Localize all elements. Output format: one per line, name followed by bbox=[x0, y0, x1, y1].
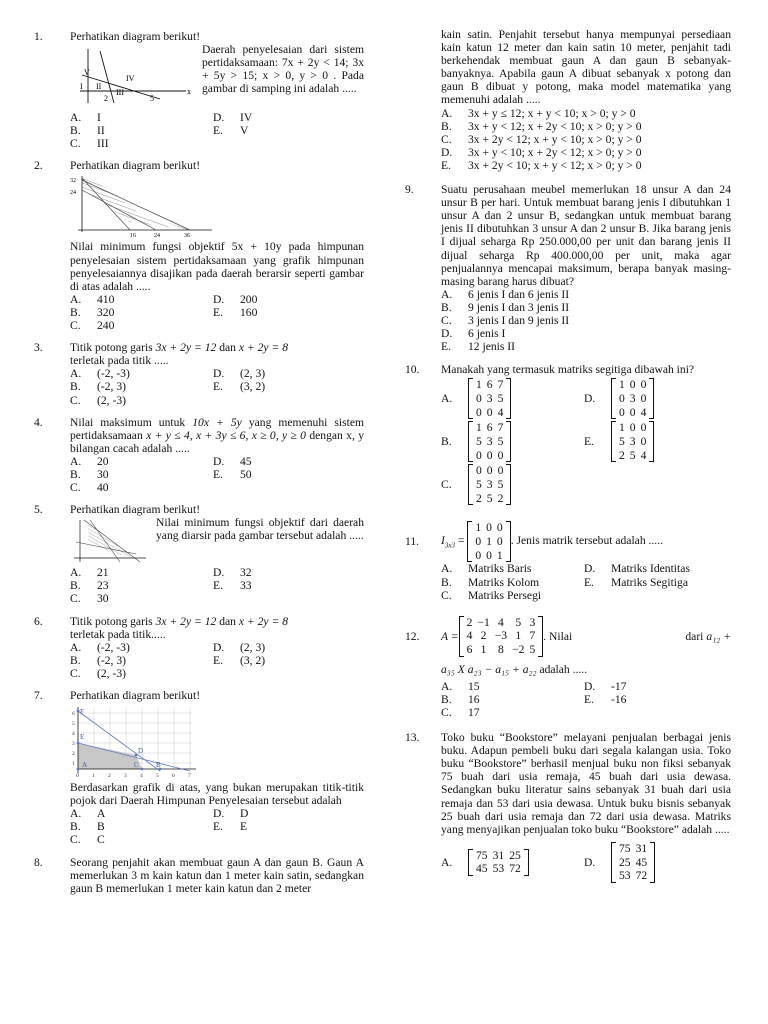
option[interactable]: E. 33 bbox=[213, 579, 252, 593]
axis-tick: 5 bbox=[150, 94, 154, 104]
matrix-cell: −2 bbox=[512, 643, 525, 657]
question-7 bbox=[34, 689, 364, 702]
option[interactable]: E. E bbox=[213, 820, 248, 834]
right-column bbox=[405, 28, 731, 894]
question-number: 5. bbox=[34, 503, 43, 517]
matrix-cell: 31 bbox=[492, 848, 505, 862]
q2-shaded-graph bbox=[70, 174, 220, 238]
question-8-cont bbox=[405, 28, 731, 172]
option[interactable]: A. 21 bbox=[70, 566, 109, 580]
question-text: Titik potong garis 3x + 2y = 12 dan x + 2y = 8 bbox=[70, 341, 288, 355]
option[interactable]: B. 9 jenis I dan 3 jenis II bbox=[441, 300, 570, 314]
matrix-cell: 5 bbox=[629, 448, 636, 462]
axis-tick: 32 bbox=[70, 178, 76, 185]
matrix-a bbox=[459, 616, 544, 657]
question-number: 3. bbox=[34, 341, 43, 355]
point-label: E bbox=[80, 733, 85, 742]
matrix-cell: 1 bbox=[515, 629, 522, 643]
svg-text:6: 6 bbox=[72, 711, 75, 718]
question-text: Nilai minimum fungsi objektif dari daerah yang diarsir pada gambar tersebut adalah ..... bbox=[156, 516, 364, 543]
matrix-cell: 0 bbox=[619, 392, 625, 406]
matrix-cell: 3 bbox=[629, 392, 636, 406]
question-4 bbox=[34, 416, 364, 495]
answer-options bbox=[70, 367, 364, 406]
question-text: $I_{3x3}$ = 1 0 0 0 1 0 0 0 1 . Jenis matrik tersebut adalah ..... bbox=[441, 521, 664, 562]
question-text: Suatu perusahaan meubel memerlukan 18 unsur A dan 24 unsur B per hari. Untuk membuat barang jenis I dibutuhkan 1 unsur A dan 2 unsur B, sedangkan untuk membuat barang jenis II dibutuhkan 3 unsur A dan 2 unsur B. Jika barang jenis I dijual seharga Rp 250.000,00 per unit dan barang jenis II dijual seharga Rp 400.000,00 per unit, maka agar penjualannya mencapai maksimum, berapa banyak masing-masing barang harus dibuat? bbox=[441, 183, 731, 288]
matrix-cell: 1 bbox=[496, 548, 503, 562]
axis-tick: 24 bbox=[70, 190, 76, 197]
matrix-cell: 25 bbox=[619, 855, 631, 869]
question-text: Toko buku “Bookstore” melayani penjualan berbagai jenis buku. Adapun pembeli buku dari segala kalangan usia. Toko buku “Bookstore” berhasil menjual buku non fiksi sebanyak 75 buah dari usia remaja, 45 buah dari usia dewasa. Sedangkan buku literatur sains sebanyak 31 buah dari usia remaja dan 53 dari usia dewasa. Untuk buku bisnis sebanyak 25 buah dari usia remaja dan 72 dari usia dewasa. Matriks yang menyajikan penjualan toko buku “Bookstore” adalah ..... bbox=[441, 731, 731, 836]
matrix-cell: 1 bbox=[486, 535, 492, 549]
matrix-cell: 7 bbox=[529, 629, 536, 643]
option[interactable]: E. (3, 2) bbox=[213, 380, 266, 394]
question-text: Nilai minimum fungsi objektif 5x + 10y pada himpunan penyelesaian sistem pertidaksamaan yang grafik himpunan penyelesaiannya disajikan pada daerah berarsir seperti gambar di atas adalah ..... bbox=[70, 240, 364, 293]
option[interactable]: A. 3x + y ≤ 12; x + y < 10; x > 0; y > 0 bbox=[441, 106, 636, 120]
matrix-cell: 0 bbox=[486, 464, 493, 478]
option[interactable]: C. C bbox=[70, 833, 105, 847]
q5-shaded-graph bbox=[70, 518, 148, 564]
option[interactable]: C. 40 bbox=[70, 481, 109, 495]
svg-text:2: 2 bbox=[72, 751, 75, 758]
option[interactable]: B. 16 bbox=[441, 692, 480, 706]
option[interactable]: A. 1 6 7 0 3 5 0 0 4 bbox=[441, 378, 584, 419]
question-6 bbox=[34, 615, 364, 680]
option[interactable]: C. 0 0 0 5 3 5 2 5 2 bbox=[441, 464, 584, 505]
matrix-cell: 5 bbox=[515, 615, 522, 629]
q7-corner-points-graph bbox=[70, 705, 200, 779]
option[interactable]: A. 410 bbox=[70, 292, 115, 306]
q1-region-diagram bbox=[70, 45, 194, 109]
matrix-cell: 0 bbox=[496, 535, 503, 549]
option[interactable]: A. 15 bbox=[441, 679, 480, 693]
matrix-cell: 53 bbox=[492, 862, 505, 876]
matrix-cell: 1 bbox=[475, 521, 482, 535]
option[interactable]: E. 3x + 2y < 10; x + y < 12; x > 0; y > 0 bbox=[441, 158, 642, 172]
matrix-cell: 0 bbox=[486, 448, 493, 462]
point-label: A bbox=[82, 761, 88, 770]
matrix-cell: 0 bbox=[476, 448, 482, 462]
question-number: 10. bbox=[405, 363, 420, 377]
matrix-cell: 75 bbox=[619, 841, 631, 855]
svg-text:7: 7 bbox=[188, 773, 191, 780]
matrix-cell: 5 bbox=[497, 478, 504, 492]
matrix-cell: 1 bbox=[476, 378, 482, 392]
question-prompt: Perhatikan diagram berikut! bbox=[70, 30, 201, 43]
answer-options bbox=[70, 807, 364, 846]
question-number: 2. bbox=[34, 159, 43, 173]
matrix-cell: 0 bbox=[629, 405, 636, 419]
option[interactable]: C. III bbox=[70, 137, 109, 151]
matrix-cell: 0 bbox=[475, 535, 482, 549]
option-matrix bbox=[611, 378, 654, 419]
point-label: C bbox=[134, 761, 139, 770]
svg-text:1: 1 bbox=[92, 773, 95, 780]
question-prompt: Perhatikan diagram berikut! bbox=[70, 159, 201, 173]
matrix-cell: 7 bbox=[497, 421, 504, 435]
option[interactable]: B. 3x + y < 12; x + 2y < 10; x > 0; y > 0 bbox=[441, 119, 642, 133]
answer-options bbox=[70, 293, 364, 332]
matrix-cell: 3 bbox=[486, 435, 493, 449]
option[interactable]: C. Matriks Persegi bbox=[441, 588, 542, 602]
option[interactable]: E. 1 0 0 5 3 0 2 5 4 bbox=[584, 421, 727, 462]
matrix-cell: 7 bbox=[497, 378, 504, 392]
matrix-cell: 4 bbox=[466, 629, 473, 643]
matrix-cell: 0 bbox=[640, 392, 647, 406]
region-label: IV bbox=[126, 74, 135, 84]
question-number: 12. bbox=[405, 629, 420, 643]
option[interactable]: A. 6 jenis I dan 6 jenis II bbox=[441, 287, 570, 301]
question-10 bbox=[405, 363, 731, 507]
question-prompt: Perhatikan diagram berikut! bbox=[70, 689, 201, 702]
question-5 bbox=[34, 503, 364, 605]
option[interactable]: E. 12 jenis II bbox=[441, 340, 516, 354]
question-number: 13. bbox=[405, 731, 420, 745]
option[interactable]: D. 6 jenis I bbox=[441, 327, 506, 341]
matrix-cell: 0 bbox=[629, 421, 636, 435]
svg-text:5: 5 bbox=[72, 721, 75, 728]
matrix-cell: 4 bbox=[640, 405, 647, 419]
svg-text:5: 5 bbox=[156, 773, 159, 780]
question-number: 1. bbox=[34, 30, 43, 43]
option[interactable]: B. B bbox=[70, 820, 105, 834]
question-number: 7. bbox=[34, 689, 43, 702]
answer-options bbox=[441, 562, 731, 601]
region-label: III bbox=[116, 88, 124, 98]
option[interactable]: A. (-2, -3) bbox=[70, 640, 130, 654]
option[interactable]: A. A bbox=[70, 807, 106, 821]
question-text-cont: terletak pada titik ..... bbox=[70, 354, 169, 368]
identity-matrix bbox=[467, 521, 510, 562]
option[interactable]: D. 32 bbox=[213, 566, 252, 580]
left-column bbox=[34, 30, 364, 904]
question-1 bbox=[34, 30, 364, 150]
axis-tick: 2 bbox=[104, 94, 108, 104]
matrix-cell: 0 bbox=[476, 392, 482, 406]
matrix-cell: 5 bbox=[497, 435, 504, 449]
svg-text:1: 1 bbox=[72, 761, 75, 768]
matrix-cell: 2 bbox=[476, 491, 482, 505]
matrix-cell: 2 bbox=[466, 615, 473, 629]
matrix-cell: 72 bbox=[635, 869, 648, 883]
option[interactable]: C. (2, -3) bbox=[70, 666, 126, 680]
option[interactable]: D. (2, 3) bbox=[213, 640, 266, 654]
matrix-cell: 5 bbox=[497, 392, 504, 406]
option[interactable]: A. 75 31 25 45 53 72 bbox=[441, 849, 584, 876]
matrix-cell: 75 bbox=[476, 848, 488, 862]
answer-options bbox=[70, 641, 364, 680]
option[interactable]: D. D bbox=[213, 807, 249, 821]
matrix-cell: 0 bbox=[640, 378, 647, 392]
point-label: F bbox=[80, 708, 84, 717]
question-9 bbox=[405, 183, 731, 353]
question-text: Titik potong garis 3x + 2y = 12 dan x + 2y = 8 bbox=[70, 614, 288, 628]
matrix-cell: 6 bbox=[486, 378, 493, 392]
question-text: Manakah yang termasuk matriks segitiga dibawah ini? bbox=[441, 363, 695, 377]
matrix-cell: 1 bbox=[480, 643, 487, 657]
option-matrix bbox=[611, 421, 654, 462]
option[interactable]: D. 1 0 0 0 3 0 0 0 4 bbox=[584, 378, 727, 419]
matrix-cell: 2 bbox=[480, 629, 487, 643]
matrix-cell: 3 bbox=[629, 435, 636, 449]
option[interactable]: D. Matriks Identitas bbox=[584, 562, 690, 576]
question-text-cont: a₃₅ X a₂₃ − a₁₅ + a₂₂ adalah ..... bbox=[441, 662, 588, 676]
option[interactable]: D. 3x + y < 10; x + 2y < 12; x > 0; y > 0 bbox=[441, 145, 642, 159]
matrix-cell: 1 bbox=[619, 421, 625, 435]
matrix-cell: 5 bbox=[486, 491, 493, 505]
question-number: 6. bbox=[34, 614, 43, 628]
matrix-cell: 3 bbox=[529, 615, 536, 629]
question-text: Berdasarkan grafik di atas, yang bukan merupakan titik-titik pojok dari Daerah Himpunan Penyelesaian tersebut adalah bbox=[70, 781, 364, 808]
option[interactable]: A. I bbox=[70, 111, 101, 125]
option[interactable]: D. 200 bbox=[213, 292, 258, 306]
matrix-cell: 31 bbox=[635, 841, 648, 855]
question-3 bbox=[34, 341, 364, 406]
option[interactable]: C. 240 bbox=[70, 319, 115, 333]
question-11 bbox=[405, 521, 731, 601]
option-matrix bbox=[468, 464, 511, 505]
matrix-cell: 0 bbox=[640, 421, 647, 435]
question-8 bbox=[34, 856, 364, 895]
svg-text:4: 4 bbox=[140, 773, 143, 780]
svg-text:0: 0 bbox=[76, 773, 79, 780]
option-matrix bbox=[611, 842, 655, 883]
question-text: Daerah penyelesaian dari sistem pertidaksamaan: 7x + 2y < 14; 3x + 5y > 15; x > 0, y > 0 . Pada gambar di samping ini adalah ..... bbox=[202, 43, 364, 96]
matrix-cell: 5 bbox=[476, 435, 482, 449]
answer-options bbox=[70, 111, 364, 150]
matrix-cell: 2 bbox=[619, 448, 625, 462]
option[interactable]: C. 17 bbox=[441, 705, 480, 719]
matrix-cell: 3 bbox=[486, 392, 493, 406]
question-text: Nilai maksimum untuk 10x + 5y yang memenuhi sistem pertidaksamaan x + y ≤ 4, x + 3y ≤ 6, x ≥ 0, y ≥ 0 dengan x, y bilangan cacah adalah ..... bbox=[70, 415, 364, 455]
matrix-cell: 5 bbox=[529, 643, 536, 657]
axis-tick: 36 bbox=[184, 233, 190, 239]
matrix-cell: 0 bbox=[629, 378, 636, 392]
matrix-cell: 45 bbox=[635, 855, 648, 869]
option[interactable]: D. (2, 3) bbox=[213, 367, 266, 381]
axis-label: x bbox=[187, 87, 191, 97]
question-number: 9. bbox=[405, 183, 414, 197]
question-prompt: Perhatikan diagram berikut! bbox=[70, 503, 201, 517]
matrix-cell: 0 bbox=[486, 548, 492, 562]
region-label: V bbox=[84, 68, 90, 78]
option[interactable]: C. 3 jenis I dan 9 jenis II bbox=[441, 313, 570, 327]
matrix-cell: 1 bbox=[619, 378, 625, 392]
option[interactable]: D. IV bbox=[213, 111, 253, 125]
matrix-cell: 53 bbox=[619, 869, 631, 883]
option[interactable]: B. (-2, 3) bbox=[70, 653, 126, 667]
region-label: I bbox=[80, 82, 83, 92]
matrix-cell: 0 bbox=[476, 464, 482, 478]
question-number: 4. bbox=[34, 415, 43, 429]
option[interactable]: A. 20 bbox=[70, 454, 109, 468]
option[interactable]: B. II bbox=[70, 124, 105, 138]
option[interactable]: B. Matriks Kolom bbox=[441, 575, 540, 589]
matrix-cell: 0 bbox=[619, 405, 625, 419]
option[interactable]: D. -17 bbox=[584, 679, 627, 693]
option[interactable]: A. (-2, -3) bbox=[70, 367, 130, 381]
svg-text:2: 2 bbox=[108, 773, 111, 780]
matrix-cell: 4 bbox=[498, 615, 504, 629]
matrix-cell: 4 bbox=[497, 405, 504, 419]
question-7-body bbox=[34, 781, 364, 846]
svg-text:3: 3 bbox=[124, 773, 127, 780]
option-matrix bbox=[468, 421, 511, 462]
option[interactable]: E. Matriks Segitiga bbox=[584, 575, 688, 589]
point-label: B bbox=[156, 761, 161, 770]
question-13 bbox=[405, 731, 731, 885]
matrix-cell: 0 bbox=[497, 464, 504, 478]
question-2 bbox=[34, 159, 364, 332]
matrix-cell: 72 bbox=[509, 862, 521, 876]
option[interactable]: B. 1 6 7 5 3 5 0 0 0 bbox=[441, 421, 584, 462]
answer-options bbox=[441, 288, 731, 353]
answer-options bbox=[441, 680, 731, 719]
matrix-cell: 0 bbox=[476, 405, 482, 419]
option-matrix bbox=[468, 378, 511, 419]
question-number: 8. bbox=[34, 855, 43, 869]
question-text-cont: terletak pada titik..... bbox=[70, 627, 166, 641]
option[interactable]: C. 30 bbox=[70, 592, 109, 606]
answer-options bbox=[70, 566, 364, 605]
option[interactable]: B. 320 bbox=[70, 305, 115, 319]
option[interactable]: B. (-2, 3) bbox=[70, 380, 126, 394]
matrix-cell: 3 bbox=[486, 478, 493, 492]
option-matrix bbox=[468, 849, 529, 876]
point-label: D bbox=[138, 747, 144, 756]
option[interactable]: E. 50 bbox=[213, 467, 252, 481]
matrix-cell: 0 bbox=[640, 435, 647, 449]
matrix-cell: 1 bbox=[476, 421, 482, 435]
svg-text:3: 3 bbox=[72, 741, 75, 748]
matrix-cell: 4 bbox=[640, 448, 647, 462]
option[interactable]: E. (3, 2) bbox=[213, 653, 266, 667]
matrix-cell: 0 bbox=[486, 405, 493, 419]
matrix-cell: 5 bbox=[619, 435, 625, 449]
question-text: A = 2 −1 4 5 3 4 2 −3 1 7 6 1 8 −2 5 . Nilai dari a₁₂ + bbox=[441, 615, 731, 657]
matrix-cell: −1 bbox=[477, 615, 490, 629]
matrix-cell: 45 bbox=[476, 862, 488, 876]
matrix-cell: 0 bbox=[475, 548, 482, 562]
matrix-cell: 0 bbox=[496, 521, 503, 535]
question-text: Seorang penjahit akan membuat gaun A dan gaun B. Gaun A memerlukan 3 m kain katun dan 1 meter kain satin, sedangkan gaun B memerlukan 1 meter kain katun dan 2 meter bbox=[70, 855, 364, 895]
option[interactable]: E. 160 bbox=[213, 305, 258, 319]
answer-options bbox=[70, 455, 364, 494]
matrix-cell: 6 bbox=[486, 421, 493, 435]
matrix-cell: 2 bbox=[497, 491, 504, 505]
axis-tick: 16 bbox=[130, 233, 136, 239]
question-number: 11. bbox=[405, 535, 420, 549]
matrix-cell: 0 bbox=[486, 521, 492, 535]
region-label: II bbox=[96, 82, 102, 92]
svg-text:6: 6 bbox=[172, 773, 175, 780]
option[interactable]: D. 45 bbox=[213, 454, 252, 468]
question-text-cont: kain satin. Penjahit tersebut hanya mempunyai persediaan kain katun 12 meter dan kain satin 10 meter, penjahit tadi berkehendak membuat gaun A dan gaun B sebanyak-banyaknya. Apabila gaun A dibuat sebanyak x potong dan gaun B dibuat y potong, maka model matematika yang memenuhi adalah ..... bbox=[441, 28, 731, 107]
option[interactable]: C. 3x + 2y < 12; x + y < 10; x > 0; y > 0 bbox=[441, 132, 642, 146]
option[interactable]: D. 75 31 25 45 53 72 bbox=[584, 842, 727, 883]
matrix-cell: 8 bbox=[498, 643, 504, 657]
matrix-cell: −3 bbox=[494, 629, 508, 643]
axis-tick: 24 bbox=[154, 233, 160, 239]
option[interactable]: C. (2, -3) bbox=[70, 393, 126, 407]
matrix-cell: 5 bbox=[476, 478, 482, 492]
option[interactable]: B. 30 bbox=[70, 467, 109, 481]
option[interactable]: A. Matriks Baris bbox=[441, 562, 532, 576]
matrix-cell: 6 bbox=[466, 643, 473, 657]
matrix-cell: 25 bbox=[509, 848, 521, 862]
option[interactable]: E. -16 bbox=[584, 692, 627, 706]
matrix-cell: 0 bbox=[497, 448, 504, 462]
question-12 bbox=[405, 616, 731, 719]
answer-options bbox=[441, 107, 731, 172]
svg-text:4: 4 bbox=[72, 731, 75, 738]
option[interactable]: E. V bbox=[213, 124, 249, 138]
option[interactable]: B. 23 bbox=[70, 579, 109, 593]
